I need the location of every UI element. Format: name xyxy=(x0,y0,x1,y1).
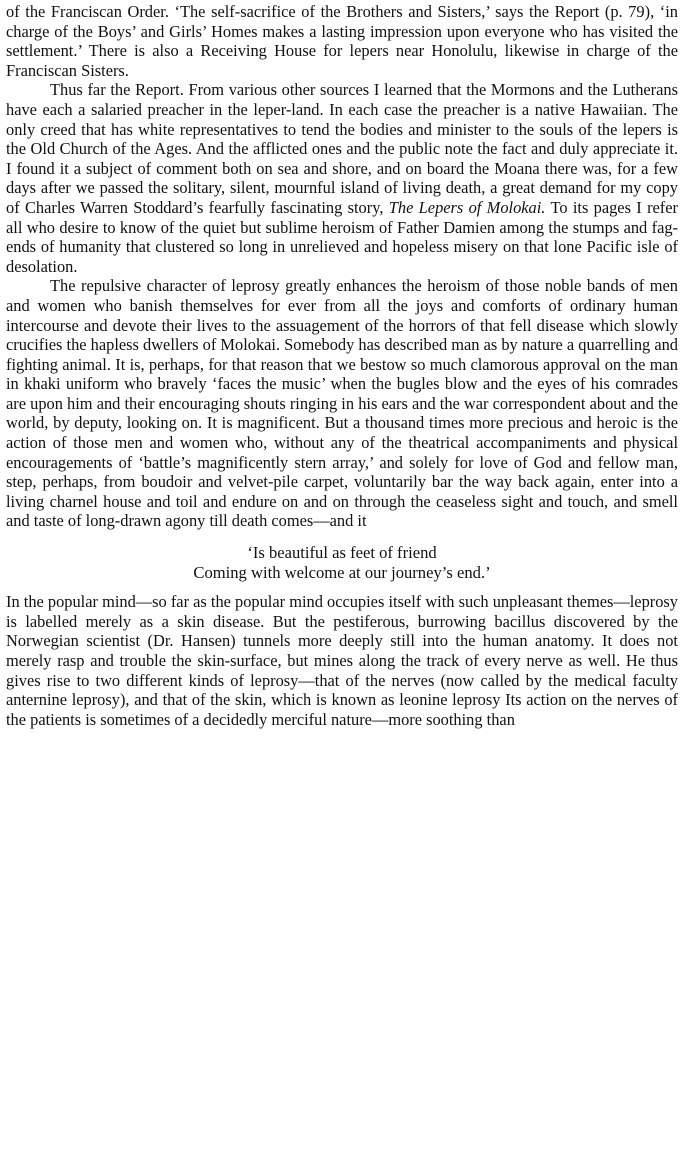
document-page xyxy=(6,2,678,729)
paragraph-text: To its pages I refer all who desire to know of the quiet but sublime heroism of Father Damien among the stumps and fag-ends of humanity that clustered so long in unrelieved and hopeless misery on that lone Pacific isle of desolation. xyxy=(6,197,678,276)
quote-line-2: Coming with welcome at our journey’s end.’ xyxy=(193,562,491,582)
paragraph-repulsive-character: The repulsive character of leprosy greatly enhances the heroism of those noble bands of men and women who banish themselves for ever from all the joys and comforts of ordinary human intercourse and devote their lives to the assuagement of the horrors of that fell disease which slowly crucifies the hapless dwellers of Molokai. Somebody has described man as by nature a quarrelling and fighting animal. It is, perhaps, for that reason that we bestow so much clamorous approval on the man in khaki uniform who bravely ‘faces the music’ when the bugles blow and the eyes of his comrades are upon him and their encouraging shouts ringing in his ears and the war correspondent about and the world, by deputy, looking on. It is magnificent. But a thousand times more precious and heroic is the action of those men and women who, without any of the theatrical accompaniments and physical encouragements of ‘battle’s magnificently stern array,’ and solely for love of God and fellow man, step, perhaps, from boudoir and velvet-pile carpet, voluntarily bar the way back again, enter into a living charnel house and toil and endure on and on through the ceaseless sight and touch, and smell and taste of long-drawn agony till death comes—and it xyxy=(6,276,678,531)
quote-line-1: ‘Is beautiful as feet of friend xyxy=(247,543,437,563)
book-title: The Lepers of Molokai. xyxy=(388,197,546,217)
verse-quote xyxy=(6,543,678,582)
paragraph-text: Thus far the Report. From various other sources I learned that the Mormons and the Lutherans have each a salaried preacher in the leper-land. In each case the preacher is a native Hawaiian. The only creed that has white representatives to tend the bodies and minister to the souls of the lepers is the Old Church of the Ages. And the afflicted ones and the public note the fact and duly appreciate it. I found it a subject of comment both on sea and shore, and on board the Moana there was, for a few days after we passed the solitary, silent, mournful island of living death, a great demand for my copy of Charles Warren Stoddard’s fearfully fascinating story, xyxy=(6,80,678,217)
paragraph-franciscan-order: of the Franciscan Order. ‘The self-sacrifice of the Brothers and Sisters,’ says the Report (p. 79), ‘in charge of the Boys’ and Girls’ Homes makes a lasting impression upon everyone who has visited the settlement.’ There is also a Receiving House for lepers near Honolulu, likewise in charge of the Franciscan Sisters. xyxy=(6,2,678,80)
paragraph-popular-mind: In the popular mind—so far as the popular mind occupies itself with such unpleasant themes—leprosy is labelled merely as a skin disease. But the pestiferous, burrowing bacillus discovered by the Norwegian scientist (Dr. Hansen) tunnels more deeply still into the human anatomy. It does not merely rasp and trouble the skin-surface, but mines along the track of every nerve as well. He thus gives rise to two different kinds of leprosy—that of the nerves (now called by the medical faculty anternine leprosy), and that of the skin, which is known as leonine leprosy Its action on the nerves of the patients is sometimes of a decidedly merciful nature—more soothing than xyxy=(6,592,678,729)
paragraph-thus-far-report xyxy=(6,80,678,276)
